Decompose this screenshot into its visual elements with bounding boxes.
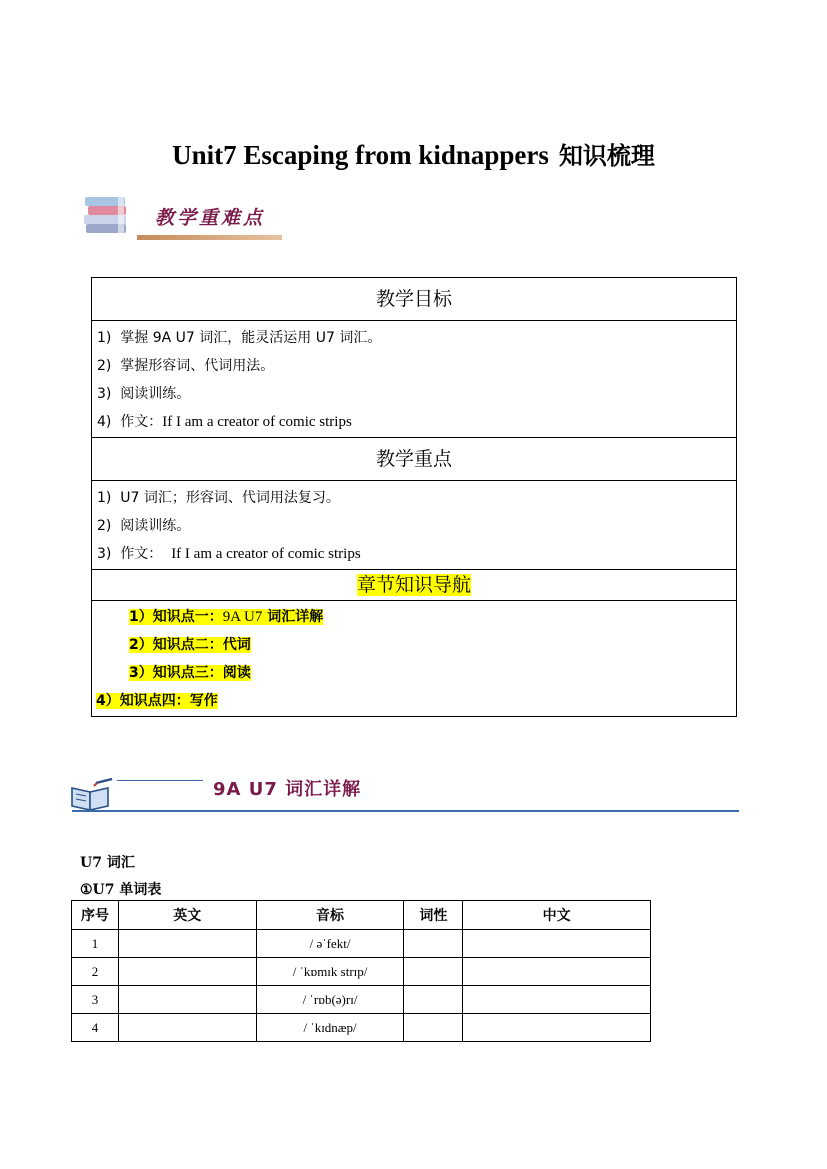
- cell-chinese[interactable]: [463, 958, 651, 986]
- table-row: [72, 1014, 651, 1042]
- table-row: [72, 986, 651, 1014]
- section-rule-short: [117, 780, 203, 781]
- teaching-goals-table: [91, 277, 737, 717]
- column-header: 音标: [256, 901, 404, 930]
- list-item: 2) 掌握形容词、代词用法。: [97, 358, 275, 374]
- chapter-nav-list: [92, 601, 737, 717]
- list-item: 2) 阅读训练。: [97, 518, 191, 534]
- cell-english[interactable]: [118, 958, 256, 986]
- books-icon: [82, 194, 134, 238]
- table-header-row: [72, 901, 651, 930]
- cell-english[interactable]: [118, 930, 256, 958]
- cell-pos[interactable]: [404, 930, 463, 958]
- keypoints-list: [92, 481, 737, 570]
- cell-phonetic: / ˈrɒb(ə)rɪ/: [256, 986, 404, 1014]
- section-heading-vocabulary: 9A U7 词汇详解: [213, 779, 362, 800]
- cell-phonetic: / ˈkɪdnæp/: [256, 1014, 404, 1042]
- keypoints-title: 教学重点: [92, 438, 737, 481]
- vocab-list-title: ①U7 单词表: [80, 882, 162, 898]
- section-rule: [72, 810, 739, 812]
- cell-num: 1: [72, 930, 119, 958]
- cell-pos[interactable]: [404, 986, 463, 1014]
- nav-item-reading[interactable]: 3）知识点三：阅读: [129, 665, 251, 681]
- column-header: 序号: [72, 901, 119, 930]
- cell-pos[interactable]: [404, 958, 463, 986]
- column-header: 词性: [404, 901, 463, 930]
- list-item: 4) 作文：If I am a creator of comic strips: [97, 414, 352, 430]
- nav-item-pronouns[interactable]: 2）知识点二：代词: [129, 637, 251, 653]
- cell-english[interactable]: [118, 986, 256, 1014]
- column-header: 中文: [463, 901, 651, 930]
- cell-num: 4: [72, 1014, 119, 1042]
- list-item: 1) U7 词汇；形容词、代词用法复习。: [97, 490, 340, 506]
- section-underline: [137, 235, 282, 240]
- cell-pos[interactable]: [404, 1014, 463, 1042]
- section-heading-teaching-focus: 教学重难点: [155, 207, 266, 229]
- cell-num: 3: [72, 986, 119, 1014]
- objectives-title: 教学目标: [92, 278, 737, 321]
- table-row: [72, 930, 651, 958]
- cell-chinese[interactable]: [463, 986, 651, 1014]
- vocab-table: [71, 900, 651, 1042]
- open-book-pencil-icon: [70, 778, 114, 812]
- nav-item-writing[interactable]: 4）知识点四：写作: [96, 693, 218, 709]
- list-item: 3) 作文： If I am a creator of comic strips: [97, 546, 361, 562]
- list-item: 1) 掌握 9A U7 词汇，能灵活运用 U7 词汇。: [97, 330, 382, 346]
- page-title: [0, 136, 827, 171]
- column-header: 英文: [118, 901, 256, 930]
- cell-num: 2: [72, 958, 119, 986]
- title-english: Unit7 Escaping from kidnappers: [172, 140, 549, 170]
- cell-chinese[interactable]: [463, 1014, 651, 1042]
- cell-phonetic: / əˈfekt/: [256, 930, 404, 958]
- nav-item-vocabulary[interactable]: 1）知识点一：9A U7 词汇详解: [129, 609, 324, 625]
- cell-chinese[interactable]: [463, 930, 651, 958]
- cell-english[interactable]: [118, 1014, 256, 1042]
- chapter-nav-title: 章节知识导航: [92, 570, 737, 601]
- cell-phonetic: / ˈkɒmɪk strɪp/: [256, 958, 404, 986]
- vocab-heading: U7 词汇: [80, 855, 135, 871]
- objectives-list: [92, 321, 737, 438]
- table-row: [72, 958, 651, 986]
- title-chinese: 知识梳理: [558, 142, 655, 170]
- list-item: 3) 阅读训练。: [97, 386, 191, 402]
